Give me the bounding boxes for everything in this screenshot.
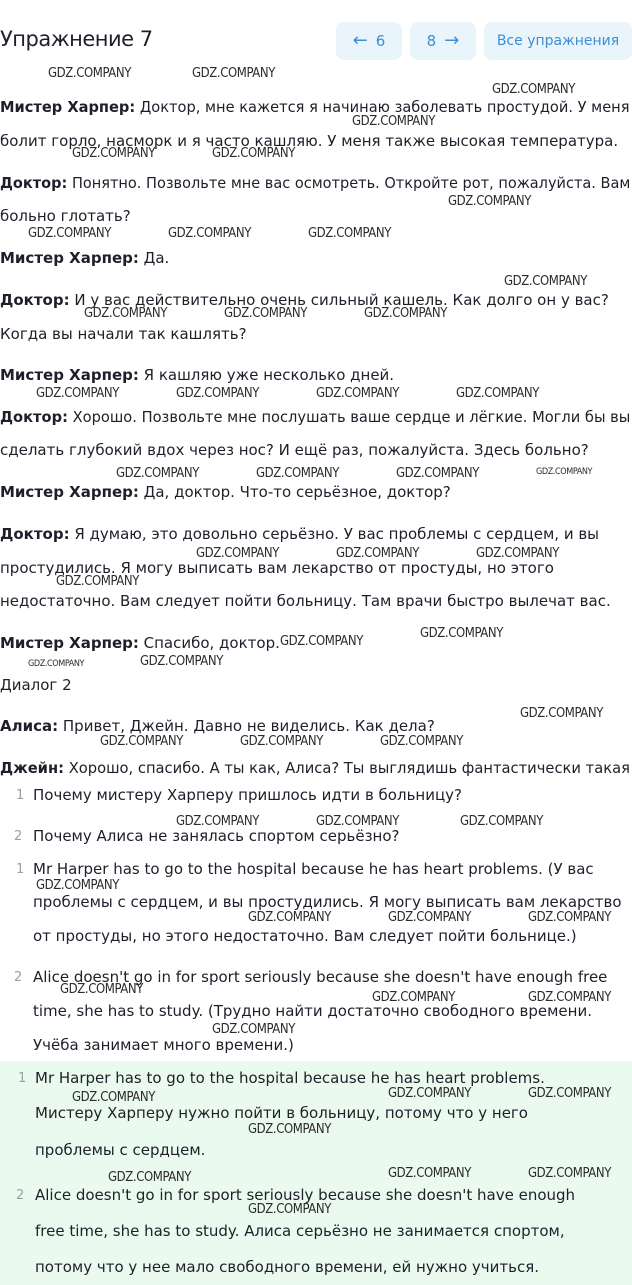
watermark: GDZ.COMPANY <box>336 546 419 561</box>
answer-line: проблемы с сердцем, и вы простудились. Я могу выписать вам лекарство <box>33 893 622 911</box>
next-exercise-button[interactable] <box>410 22 476 60</box>
watermark: GDZ.COMPANY <box>372 990 455 1005</box>
answer-line: от простуды, но этого недостаточно. Вам следует пойти больнице.) <box>33 927 577 945</box>
watermark: GDZ.COMPANY <box>364 306 447 321</box>
watermark: GDZ.COMPANY <box>248 910 331 925</box>
watermark: GDZ.COMPANY <box>224 306 307 321</box>
watermark: GDZ.COMPANY <box>212 146 295 161</box>
dialogue-line: Доктор: Я думаю, это довольно серьёзно. У вас проблемы с сердцем, и вы <box>0 525 600 543</box>
watermark: GDZ.COMPANY <box>396 466 479 481</box>
watermark: GDZ.COMPANY <box>460 814 543 829</box>
dialogue-line: Мистер Харпер: Да. <box>0 249 170 267</box>
watermark: GDZ.COMPANY <box>140 654 223 669</box>
watermark: GDZ.COMPANY <box>28 226 111 241</box>
watermark: GDZ.COMPANY <box>476 546 559 561</box>
answer-number: 1 <box>16 862 25 877</box>
arrow-right-icon: → <box>444 30 460 51</box>
watermark: GDZ.COMPANY <box>212 1022 295 1037</box>
dialogue-line: Мистер Харпер: Да, доктор. Что-то серьёзное, доктор? <box>0 483 451 501</box>
watermark: GDZ.COMPANY <box>352 114 435 129</box>
answer-line: Mr Harper has to go to the hospital because he has heart problems. (У вас <box>33 860 594 878</box>
watermark: GDZ.COMPANY <box>420 626 503 641</box>
watermark: GDZ.COMPANY <box>256 466 339 481</box>
watermark: GDZ.COMPANY <box>448 194 531 209</box>
prev-exercise-label: 6 <box>375 32 386 50</box>
answer-number: 2 <box>16 1188 25 1203</box>
answer-line: Alice doesn't go in for sport seriously because she doesn't have enough free <box>33 968 608 986</box>
page-title: Упражнение 7 <box>0 27 153 51</box>
question-number: 2 <box>14 829 23 844</box>
next-exercise-label: 8 <box>426 32 437 50</box>
answer-line: free time, she has to study. Алиса серьёзно не занимается спортом, <box>35 1222 565 1240</box>
watermark: GDZ.COMPANY <box>240 734 323 749</box>
watermark: GDZ.COMPANY <box>176 386 259 401</box>
dialogue-line: Джейн: Хорошо, спасибо. А ты как, Алиса? Ты выглядишь фантастически такая <box>0 759 630 777</box>
watermark: GDZ.COMPANY <box>528 990 611 1005</box>
dialogue-line: сделать глубокий вдох через нос? И ещё раз, пожалуйста. Здесь больно? <box>0 441 589 459</box>
dialogue-line: простудились. Я могу выписать вам лекарство от простуды, но этого <box>0 559 554 577</box>
dialogue-line: Доктор: Понятно. Позвольте мне вас осмотреть. Откройте рот, пожалуйста. Вам <box>0 174 631 192</box>
watermark: GDZ.COMPANY <box>100 734 183 749</box>
watermark: GDZ.COMPANY <box>72 1090 155 1105</box>
watermark: GDZ.COMPANY <box>308 226 391 241</box>
watermark: GDZ.COMPANY <box>196 546 279 561</box>
dialogue-line: Алиса: Привет, Джейн. Давно не виделись. Как дела? <box>0 717 435 735</box>
watermark: GDZ.COMPANY <box>116 466 199 481</box>
answer-line: Мистеру Харперу нужно пойти в больницу, потому что у него <box>35 1104 528 1122</box>
answer-line: потому что у нее мало свободного времени, ей нужно учиться. <box>35 1258 540 1276</box>
watermark: GDZ.COMPANY <box>248 1122 331 1137</box>
answer-line: Mr Harper has to go to the hospital because he has heart problems. <box>35 1069 545 1087</box>
watermark: GDZ.COMPANY <box>528 1166 611 1181</box>
watermark: GDZ.COMPANY <box>84 306 167 321</box>
watermark: GDZ.COMPANY <box>72 146 155 161</box>
watermark: GDZ.COMPANY <box>280 634 363 649</box>
watermark: GDZ.COMPANY <box>192 66 275 81</box>
prev-exercise-button[interactable] <box>336 22 402 60</box>
question-number: 1 <box>16 788 25 803</box>
dialogue-title: Диалог 2 <box>0 676 72 694</box>
dialogue-line: Когда вы начали так кашлять? <box>0 325 247 343</box>
answer-number: 1 <box>18 1071 27 1086</box>
dialogue-line: Доктор: И у вас действительно очень сильный кашель. Как долго он у вас? <box>0 291 609 309</box>
watermark: GDZ.COMPANY <box>520 706 603 721</box>
watermark: GDZ.COMPANY <box>168 226 251 241</box>
answer-line: time, she has to study. (Трудно найти достаточно свободного времени. <box>33 1002 592 1020</box>
dialogue-line: больно глотать? <box>0 207 131 225</box>
watermark: GDZ.COMPANY <box>48 66 131 81</box>
dialogue-line: болит горло, насморк и я часто кашляю. У меня также высокая температура. <box>0 132 619 150</box>
question-text: Почему Алиса не занялась спортом серьёзно? <box>33 827 400 845</box>
watermark: GDZ.COMPANY <box>504 274 587 289</box>
dialogue-line: Доктор: Хорошо. Позвольте мне послушать ваше сердце и лёгкие. Могли бы вы <box>0 408 631 426</box>
watermark: GDZ.COMPANY <box>388 1166 471 1181</box>
question-text: Почему мистеру Харперу пришлось идти в больницу? <box>33 786 463 804</box>
watermark: GDZ.COMPANY <box>528 1086 611 1101</box>
watermark: GDZ.COMPANY <box>36 386 119 401</box>
watermark: GDZ.COMPANY <box>56 574 139 589</box>
dialogue-line: Мистер Харпер: Доктор, мне кажется я начинаю заболевать простудой. У меня <box>0 98 630 116</box>
watermark: GDZ.COMPANY <box>316 386 399 401</box>
all-exercises-button[interactable]: Все упражнения <box>484 22 632 60</box>
answer-number: 2 <box>14 970 23 985</box>
watermark: GDZ.COMPANY <box>28 659 85 669</box>
watermark: GDZ.COMPANY <box>60 982 143 997</box>
answer-line: проблемы с сердцем. <box>35 1141 206 1159</box>
watermark: GDZ.COMPANY <box>388 1086 471 1101</box>
answer-line: Alice doesn't go in for sport seriously because she doesn't have enough <box>35 1186 576 1204</box>
watermark: GDZ.COMPANY <box>248 1202 331 1217</box>
arrow-left-icon: ← <box>352 30 368 51</box>
watermark: GDZ.COMPANY <box>388 910 471 925</box>
watermark: GDZ.COMPANY <box>456 386 539 401</box>
watermark: GDZ.COMPANY <box>316 814 399 829</box>
watermark: GDZ.COMPANY <box>176 814 259 829</box>
watermark: GDZ.COMPANY <box>380 734 463 749</box>
dialogue-line: недостаточно. Вам следует пойти больницу. Там врачи быстро вылечат вас. <box>0 592 611 610</box>
watermark: GDZ.COMPANY <box>492 82 575 97</box>
watermark: GDZ.COMPANY <box>536 467 593 477</box>
answer-line: Учёба занимает много времени.) <box>33 1036 294 1054</box>
dialogue-line: Мистер Харпер: Я кашляю уже несколько дней. <box>0 366 395 384</box>
watermark: GDZ.COMPANY <box>528 910 611 925</box>
dialogue-line: Мистер Харпер: Спасибо, доктор. <box>0 634 280 652</box>
watermark: GDZ.COMPANY <box>36 878 119 893</box>
watermark: GDZ.COMPANY <box>108 1170 191 1185</box>
